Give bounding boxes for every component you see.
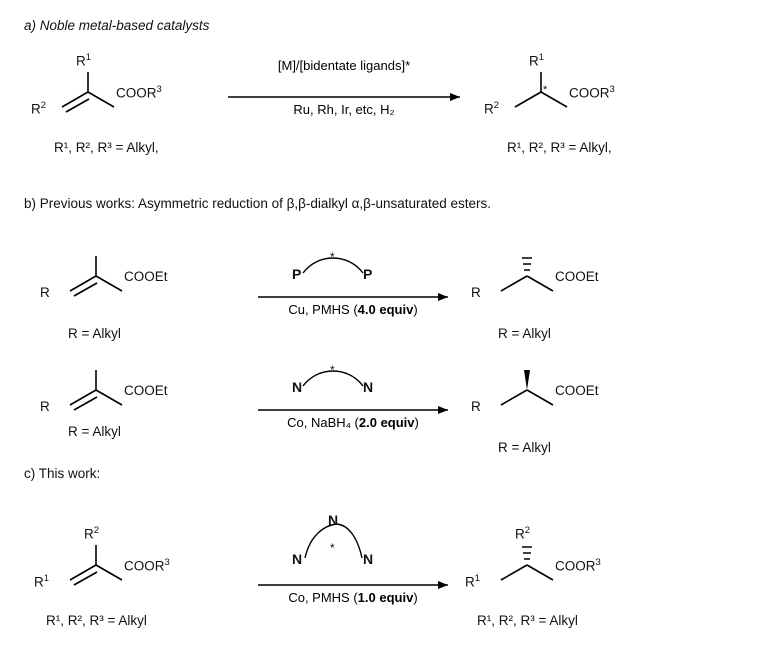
panel-b-rxn1-conditions: Cu, PMHS (4.0 equiv) [288, 302, 418, 317]
panel-a-product-note: R¹, R², R³ = Alkyl, [507, 140, 612, 155]
panel-c-substrate-ester: COOR$^3$ [124, 557, 170, 574]
panel-a-substrate-r2: $R^2$ [31, 100, 47, 117]
panel-a-substrate-r1: $R^1$ [76, 52, 92, 69]
panel-b-rxn2-substrate-r: R [40, 399, 50, 414]
panel-b-rxn2-product-r: R [471, 399, 481, 414]
panel-a-product-r1: $R^1$ [529, 52, 545, 69]
panel-b-rxn2-substrate-note: R = Alkyl [68, 424, 121, 439]
panel-b-rxn1-ligand-right: P [363, 266, 373, 282]
panel-c-substrate-note: R¹, R², R³ = Alkyl [46, 613, 147, 628]
panel-c-ligand-top: N [328, 512, 339, 528]
panel-b-title: b) Previous works: Asymmetric reduction of β,β-dialkyl α,β-unsaturated esters. [24, 196, 492, 211]
panel-c-substrate-r1: $R^1$ [34, 573, 50, 590]
panel-c-conditions: Co, PMHS (1.0 equiv) [288, 590, 418, 605]
panel-b-rxn2-product-note: R = Alkyl [498, 440, 551, 455]
panel-c-product-r1: $R^1$ [465, 573, 481, 590]
panel-c-ligand-right: N [363, 551, 374, 567]
panel-c-product-note: R¹, R², R³ = Alkyl [477, 613, 578, 628]
panel-c-ligand-left: N [292, 551, 303, 567]
panel-a-conditions-bottom: Ru, Rh, Ir, etc, H₂ [293, 102, 395, 117]
panel-c-product-ester: COOR$^3$ [555, 557, 601, 574]
panel-c-ligand-star: * [330, 541, 335, 555]
panel-b-rxn1-ligand-star: * [330, 250, 335, 264]
panel-b-rxn2-conditions: Co, NaBH₄ (2.0 equiv) [287, 415, 419, 430]
panel-a-stereocenter-mark: * [543, 84, 548, 96]
panel-a-product-r2: $R^2$ [484, 100, 500, 117]
panel-a-title: a) Noble metal-based catalysts [24, 18, 210, 33]
panel-c-product-r2: $R^2$ [515, 525, 531, 542]
panel-b-rxn2-ligand-star: * [330, 363, 335, 377]
panel-b-rxn2-ligand-left: N [292, 379, 303, 395]
panel-a-product-ester: COOR$^3$ [569, 84, 615, 101]
panel-b-rxn1-product-ester: COOEt [555, 269, 599, 284]
panel-b-rxn2-product-ester: COOEt [555, 383, 599, 398]
panel-b-rxn1-substrate-r: R [40, 285, 50, 300]
panel-a-substrate-note: R¹, R², R³ = Alkyl, [54, 140, 159, 155]
panel-b-rxn1-substrate-ester: COOEt [124, 269, 168, 284]
panel-b-rxn1-substrate-note: R = Alkyl [68, 326, 121, 341]
panel-b-rxn1-ligand-left: P [292, 266, 302, 282]
panel-a-substrate-ester: COOR$^3$ [116, 84, 162, 101]
panel-b-rxn1-product-r: R [471, 285, 481, 300]
panel-b-rxn2-substrate-ester: COOEt [124, 383, 168, 398]
panel-c-title: c) This work: [24, 466, 101, 481]
panel-c-substrate-r2: $R^2$ [84, 525, 100, 542]
panel-a-conditions-top: [M]/[bidentate ligands]* [277, 58, 411, 73]
panel-b-rxn1-product-note: R = Alkyl [498, 326, 551, 341]
panel-b-rxn2-ligand-right: N [363, 379, 374, 395]
